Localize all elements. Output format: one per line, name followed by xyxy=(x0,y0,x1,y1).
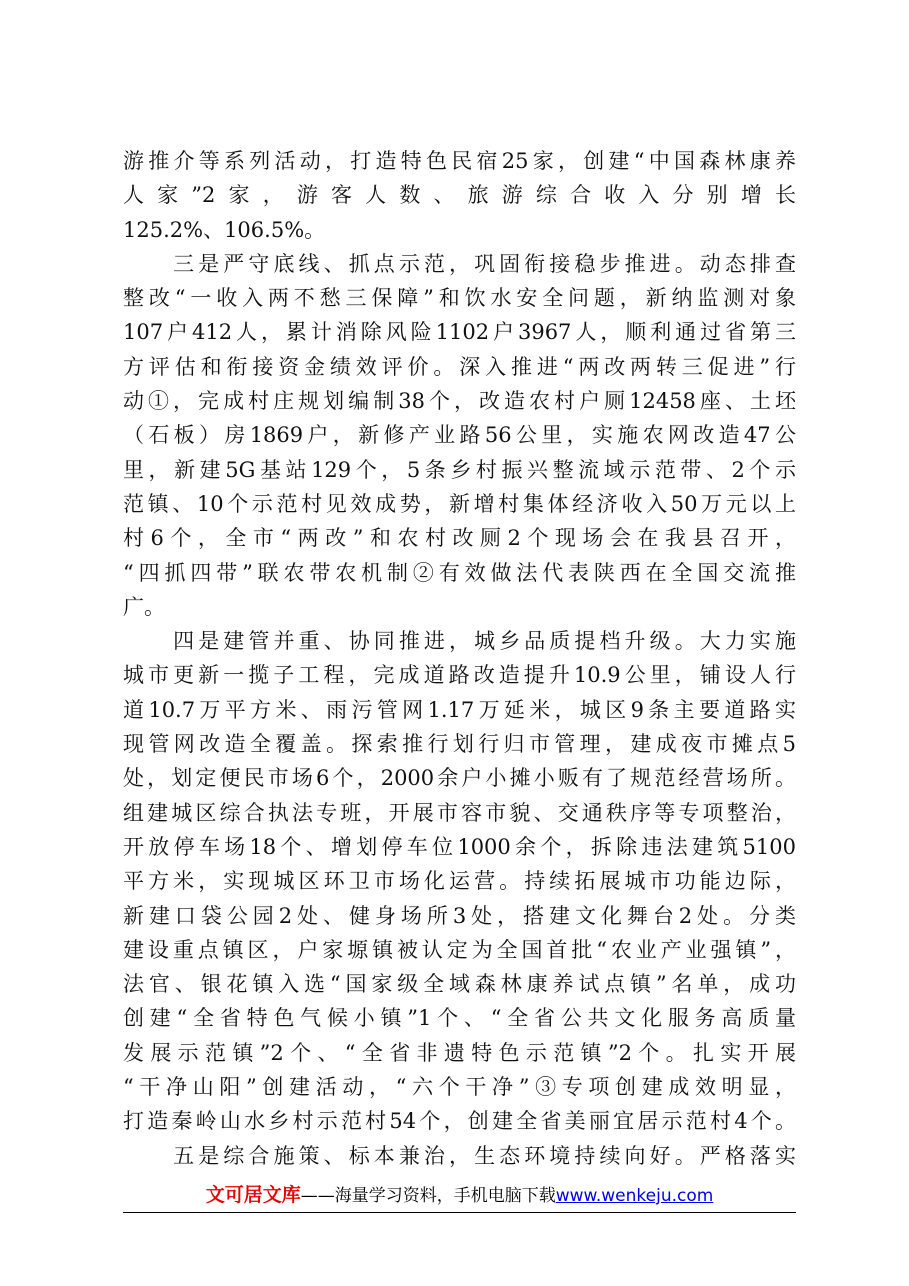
text-line: 打造秦岭山水乡村示范村54个，创建全省美丽宜居示范村4个。 xyxy=(123,1109,796,1134)
text-line: “四抓四带”联农带农机制②有效做法代表陕西在全国交流推 xyxy=(123,560,796,585)
text-line: 发展示范镇”2个、“全省非遗特色示范镇”2个。扎实开展 xyxy=(123,1040,796,1065)
text-line: 107户412人，累计消除风险1102户3967人，顺利通过省第三 xyxy=(123,320,796,345)
footer-tagline: ——海量学习资料，手机电脑下载 xyxy=(300,1186,556,1206)
text-line: “干净山阳”创建活动，“六个干净”③专项创建成效明显， xyxy=(123,1075,796,1100)
text-line: 建设重点镇区，户家塬镇被认定为全国首批“农业产业强镇”， xyxy=(123,937,796,962)
text-line: 里，新建5G基站129个，5条乡村振兴整流域示范带、2个示 xyxy=(123,457,796,482)
text-line: 处，划定便民市场6个，2000余户小摊小贩有了规范经营场所。 xyxy=(123,766,796,791)
text-line: 现管网改造全覆盖。探索推行划行归市管理，建成夜市摊点5 xyxy=(123,732,796,757)
text-line: 三是严守底线、抓点示范，巩固衔接稳步推进。动态排查 xyxy=(123,251,796,276)
footer-brand: 文可居文库 xyxy=(205,1184,301,1206)
text-line: 新建口袋公园2处、健身场所3处，搭建文化舞台2处。分类 xyxy=(123,903,796,928)
text-line: 村6个，全市“两改”和农村改厕2个现场会在我县召开， xyxy=(123,526,796,551)
document-body xyxy=(123,144,796,1173)
text-line: 城市更新一揽子工程，完成道路改造提升10.9公里，铺设人行 xyxy=(123,663,796,688)
text-line: 范镇、10个示范村见效成势，新增村集体经济收入50万元以上 xyxy=(123,491,796,516)
footer-divider xyxy=(123,1212,796,1213)
text-line: 四是建管并重、协同推进，城乡品质提档升级。大力实施 xyxy=(123,629,796,654)
text-line: 平方米，实现城区环卫市场化运营。持续拓展城市功能边际， xyxy=(123,869,796,894)
text-line: 开放停车场18个、增划停车位1000余个，拆除违法建筑5100 xyxy=(123,834,796,859)
text-line: 游推介等系列活动，打造特色民宿25家，创建“中国森林康养 xyxy=(123,149,796,173)
text-line: 方评估和衔接资金绩效评价。深入推进“两改两转三促进”行 xyxy=(123,354,796,379)
text-line: 法官、银花镇入选“国家级全域森林康养试点镇”名单，成功 xyxy=(123,972,796,997)
text-line: 125.2%、106.5%。 xyxy=(123,217,326,242)
text-line: 五是综合施策、标本兼治，生态环境持续向好。严格落实 xyxy=(123,1143,796,1168)
text-line: 动①，完成村庄规划编制38个，改造农村户厕12458座、土坯 xyxy=(123,389,796,414)
text-line: （石板）房1869户，新修产业路56公里，实施农网改造47公 xyxy=(123,423,796,448)
text-line: 人家”2家，游客人数、旅游综合收入分别增长 xyxy=(123,183,796,208)
text-line: 组建城区综合执法专班，开展市容市貌、交通秩序等专项整治， xyxy=(123,800,796,825)
text-line: 广。 xyxy=(123,594,165,619)
text-line: 道10.7万平方米、雨污管网1.17万延米，城区9条主要道路实 xyxy=(123,697,796,722)
page-footer xyxy=(123,1178,796,1212)
footer-link[interactable]: www.wenkeju.com xyxy=(555,1186,714,1206)
text-line: 整改“一收入两不愁三保障”和饮水安全问题，新纳监测对象 xyxy=(123,286,796,311)
text-line: 创建“全省特色气候小镇”1个、“全省公共文化服务高质量 xyxy=(123,1006,796,1031)
